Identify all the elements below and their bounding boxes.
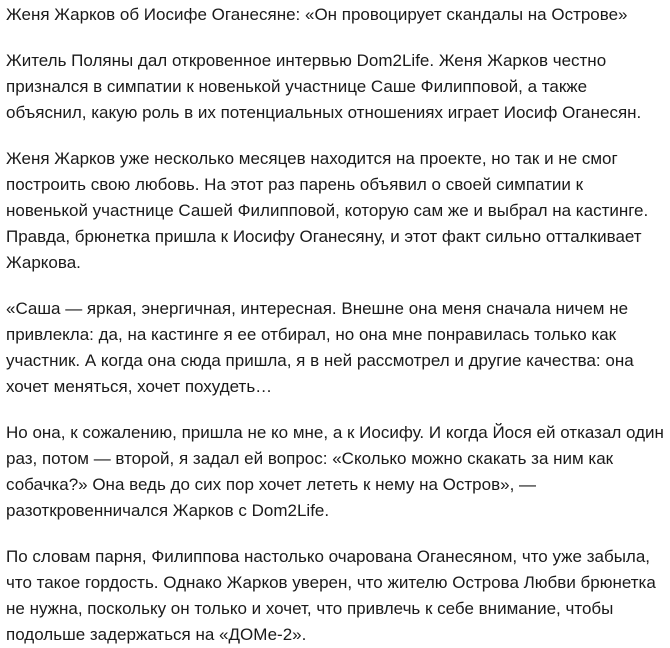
article-paragraph [6,420,666,524]
paragraph-line: разоткровенничался Жарков с Dom2Life. [6,501,330,520]
article-paragraph [6,146,666,276]
paragraph-line: раз, потом — второй, я задал ей вопрос: «Сколько можно скакать за ним как [6,449,614,468]
article-paragraph [6,48,666,126]
paragraph-line: Правда, брюнетка пришла к Иосифу Оганесяну, и этот факт сильно отталкивает [6,227,642,246]
paragraph-line: Жаркова. [6,253,81,272]
article [6,2,666,648]
paragraph-line: хочет меняться, хочет похудеть… [6,377,273,396]
article-paragraph [6,296,666,400]
paragraph-line: Женя Жарков уже несколько месяцев находится на проекте, но так и не смог [6,149,618,168]
paragraph-line: собачка?» Она ведь до сих пор хочет лететь к нему на Остров», — [6,475,537,494]
paragraph-line: «Саша — яркая, энергичная, интересная. Внешне она меня сначала ничем не [6,299,629,318]
paragraph-line: признался в симпатии к новенькой участнице Саше Филипповой, а также [6,77,588,96]
article-paragraph [6,544,666,648]
paragraph-line: не нужна, поскольку он только и хочет, что привлечь к себе внимание, чтобы [6,599,614,618]
paragraph-line: привлекла: да, на кастинге я ее отбирал, но она мне понравилась только как [6,325,617,344]
paragraph-line: что такое гордость. Однако Жарков уверен, что жителю Острова Любви брюнетка [6,573,656,592]
paragraph-line: Но она, к сожалению, пришла не ко мне, а к Иосифу. И когда Йося ей отказал один [6,423,664,442]
article-title: Женя Жарков об Иосифе Оганесяне: «Он провоцирует скандалы на Острове» [6,5,628,24]
paragraph-line: участник. А когда она сюда пришла, я в ней рассмотрел и другие качества: она [6,351,634,370]
paragraph-line: новенькой участнице Сашей Филипповой, которую сам же и выбрал на кастинге. [6,201,649,220]
paragraph-line: Житель Поляны дал откровенное интервью Dom2Life. Женя Жарков честно [6,51,607,70]
paragraph-line: По словам парня, Филиппова настолько очарована Оганесяном, что уже забыла, [6,547,651,566]
paragraph-line: подольше задержаться на «ДОМе-2». [6,625,307,644]
paragraph-line: объяснил, какую роль в их потенциальных отношениях играет Иосиф Оганесян. [6,103,642,122]
paragraph-line: построить свою любовь. На этот раз парень объявил о своей симпатии к [6,175,584,194]
